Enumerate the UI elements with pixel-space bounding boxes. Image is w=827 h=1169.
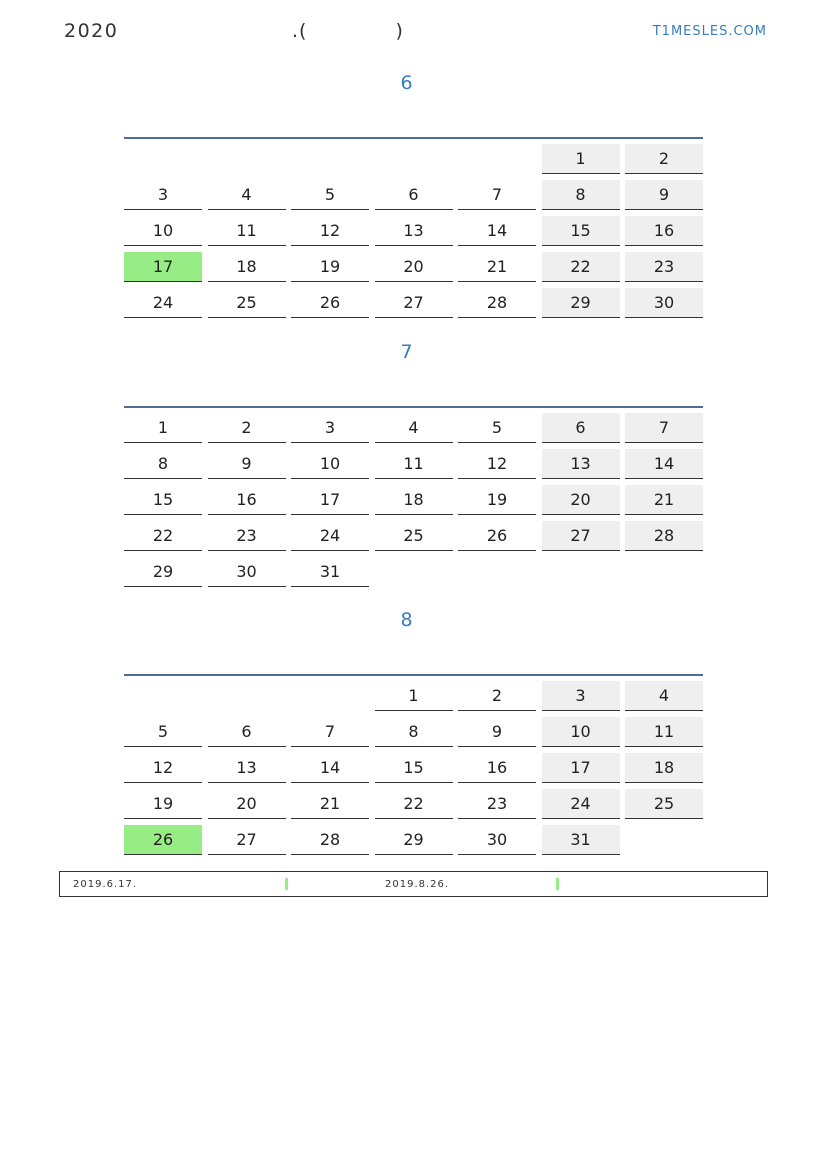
day-cell[interactable]: 24 — [124, 288, 202, 318]
day-cell[interactable]: 16 — [625, 216, 703, 246]
day-cell[interactable]: 15 — [124, 485, 202, 515]
day-cell[interactable]: 28 — [458, 288, 536, 318]
day-cell[interactable]: 8 — [375, 717, 453, 747]
day-cell[interactable]: 12 — [291, 216, 369, 246]
day-cell[interactable]: 22 — [124, 521, 202, 551]
day-cell[interactable]: 9 — [208, 449, 286, 479]
day-cell[interactable]: 9 — [458, 717, 536, 747]
day-cell[interactable]: 7 — [458, 180, 536, 210]
day-cell[interactable]: 2 — [208, 413, 286, 443]
day-cell[interactable]: 31 — [542, 825, 620, 855]
day-cell[interactable]: 19 — [124, 789, 202, 819]
site-link[interactable]: T1MESLES.COM — [652, 24, 767, 39]
day-cell[interactable]: 22 — [375, 789, 453, 819]
month-title: 6 — [400, 72, 413, 94]
day-cell[interactable]: 25 — [625, 789, 703, 819]
day-cell[interactable]: 5 — [291, 180, 369, 210]
day-cell[interactable]: 20 — [542, 485, 620, 515]
day-cell[interactable]: 30 — [625, 288, 703, 318]
day-cell[interactable]: 29 — [375, 825, 453, 855]
day-cell[interactable]: 23 — [625, 252, 703, 282]
day-cell[interactable]: 13 — [208, 753, 286, 783]
day-cell[interactable]: 21 — [625, 485, 703, 515]
day-cell[interactable]: 13 — [542, 449, 620, 479]
day-cell[interactable]: 12 — [124, 753, 202, 783]
day-cell[interactable]: 22 — [542, 252, 620, 282]
legend-end-label: 2019.8.26. — [385, 879, 450, 890]
day-cell[interactable]: 3 — [291, 413, 369, 443]
day-cell[interactable]: 24 — [542, 789, 620, 819]
day-cell[interactable]: 3 — [542, 681, 620, 711]
day-cell[interactable]: 1 — [375, 681, 453, 711]
day-cell[interactable]: 11 — [208, 216, 286, 246]
day-cell[interactable]: 18 — [625, 753, 703, 783]
day-cell[interactable]: 19 — [458, 485, 536, 515]
day-cell[interactable]: 30 — [208, 557, 286, 587]
day-cell[interactable]: 18 — [208, 252, 286, 282]
day-cell[interactable]: 31 — [291, 557, 369, 587]
day-cell[interactable]: 14 — [625, 449, 703, 479]
day-cell[interactable]: 30 — [458, 825, 536, 855]
day-cell[interactable]: 21 — [291, 789, 369, 819]
month-title: 7 — [400, 341, 413, 363]
day-cell[interactable]: 1 — [542, 144, 620, 174]
day-cell[interactable]: 19 — [291, 252, 369, 282]
day-cell[interactable]: 23 — [458, 789, 536, 819]
day-cell[interactable]: 10 — [124, 216, 202, 246]
header-title — [292, 20, 404, 42]
day-cell[interactable]: 11 — [375, 449, 453, 479]
day-cell[interactable]: 10 — [542, 717, 620, 747]
day-cell[interactable]: 20 — [208, 789, 286, 819]
day-cell[interactable]: 6 — [208, 717, 286, 747]
day-cell[interactable]: 29 — [542, 288, 620, 318]
day-cell[interactable]: 16 — [458, 753, 536, 783]
month-rule — [124, 406, 703, 408]
day-cell[interactable]: 28 — [291, 825, 369, 855]
month-title: 8 — [400, 609, 413, 631]
header-paren-open: .( — [292, 20, 308, 42]
day-cell[interactable]: 27 — [208, 825, 286, 855]
day-cell[interactable]: 4 — [375, 413, 453, 443]
day-cell[interactable]: 6 — [542, 413, 620, 443]
day-cell[interactable]: 14 — [291, 753, 369, 783]
day-cell[interactable]: 26 — [458, 521, 536, 551]
month-rule — [124, 137, 703, 139]
day-cell[interactable]: 15 — [375, 753, 453, 783]
day-cell[interactable]: 16 — [208, 485, 286, 515]
day-cell[interactable]: 17 — [542, 753, 620, 783]
header-year: 2020 — [64, 20, 119, 42]
day-cell[interactable]: 26 — [124, 825, 202, 855]
day-cell[interactable]: 11 — [625, 717, 703, 747]
day-cell[interactable]: 29 — [124, 557, 202, 587]
legend-end-marker — [556, 878, 559, 890]
day-cell[interactable]: 7 — [291, 717, 369, 747]
day-cell[interactable]: 25 — [375, 521, 453, 551]
header-paren-close: ) — [395, 20, 404, 42]
day-cell[interactable]: 26 — [291, 288, 369, 318]
day-cell[interactable]: 10 — [291, 449, 369, 479]
day-cell[interactable]: 8 — [542, 180, 620, 210]
day-cell[interactable]: 5 — [458, 413, 536, 443]
day-cell[interactable]: 9 — [625, 180, 703, 210]
day-cell[interactable]: 15 — [542, 216, 620, 246]
day-cell[interactable]: 7 — [625, 413, 703, 443]
month-rule — [124, 674, 703, 676]
day-cell[interactable]: 24 — [291, 521, 369, 551]
day-cell[interactable]: 23 — [208, 521, 286, 551]
day-cell[interactable]: 2 — [625, 144, 703, 174]
day-cell[interactable]: 3 — [124, 180, 202, 210]
legend-start-marker — [285, 878, 288, 890]
day-cell[interactable]: 18 — [375, 485, 453, 515]
day-cell[interactable]: 17 — [291, 485, 369, 515]
day-cell[interactable]: 6 — [375, 180, 453, 210]
day-cell[interactable]: 12 — [458, 449, 536, 479]
day-cell[interactable]: 1 — [124, 413, 202, 443]
day-cell[interactable]: 25 — [208, 288, 286, 318]
day-cell[interactable]: 20 — [375, 252, 453, 282]
day-cell[interactable]: 27 — [542, 521, 620, 551]
day-cell[interactable]: 17 — [124, 252, 202, 282]
day-cell[interactable]: 27 — [375, 288, 453, 318]
day-cell[interactable]: 13 — [375, 216, 453, 246]
day-cell[interactable]: 4 — [625, 681, 703, 711]
day-cell[interactable]: 4 — [208, 180, 286, 210]
day-cell[interactable]: 21 — [458, 252, 536, 282]
day-cell[interactable]: 2 — [458, 681, 536, 711]
day-cell[interactable]: 5 — [124, 717, 202, 747]
legend-start-label: 2019.6.17. — [73, 879, 138, 890]
day-cell[interactable]: 14 — [458, 216, 536, 246]
day-cell[interactable]: 8 — [124, 449, 202, 479]
day-cell[interactable]: 28 — [625, 521, 703, 551]
legend-box — [59, 871, 768, 897]
